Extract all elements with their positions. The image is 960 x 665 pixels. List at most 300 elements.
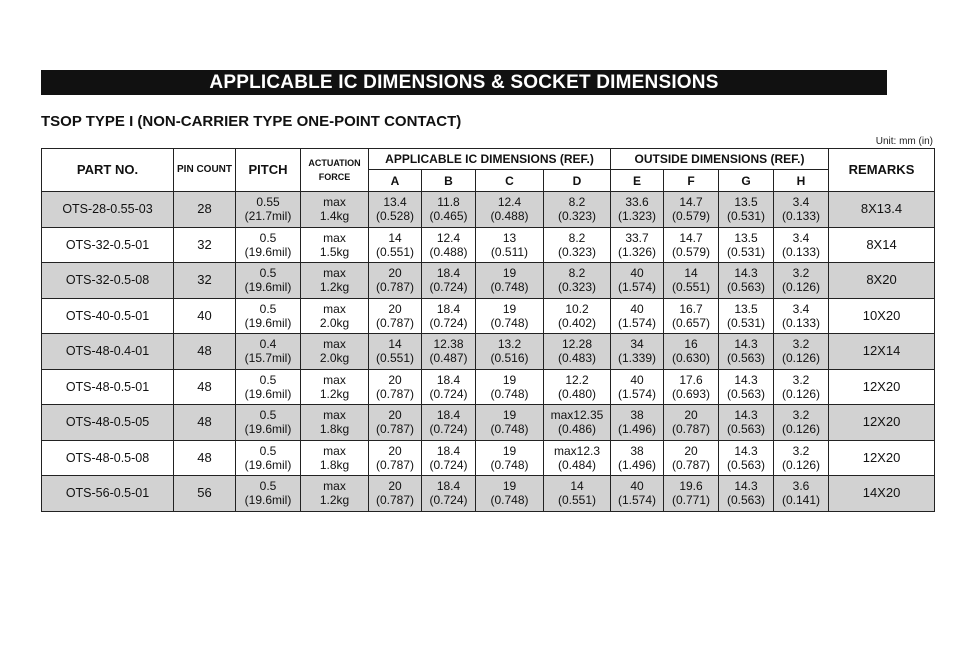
cell-f-sub: (0.551) <box>671 280 711 295</box>
header-part-no: PART NO. <box>42 149 174 192</box>
cell-b-value: 18.4 <box>436 479 461 494</box>
cell-g <box>719 369 774 405</box>
cell-e-sub: (1.574) <box>617 493 657 508</box>
cell-h-value: 3.6 <box>792 479 810 494</box>
cell-c-sub: (0.748) <box>490 280 529 295</box>
cell-c <box>476 298 544 334</box>
cell-e-value: 40 <box>630 301 644 316</box>
cell-c-value: 19 <box>502 479 517 494</box>
cell-remarks: 8X14 <box>829 227 935 263</box>
cell-h <box>774 263 829 299</box>
cell-force <box>301 334 369 370</box>
cell-remarks: 12X20 <box>829 405 935 441</box>
cell-pitch-value: 0.5 <box>259 408 277 423</box>
cell-a <box>369 298 422 334</box>
page-title: APPLICABLE IC DIMENSIONS & SOCKET DIMENSIONS <box>41 70 887 95</box>
cell-pin-count: 48 <box>174 369 236 405</box>
cell-part-no: OTS-48-0.4-01 <box>42 334 174 370</box>
cell-part-no: OTS-28-0.55-03 <box>42 192 174 228</box>
cell-f <box>664 369 719 405</box>
cell-d <box>544 440 611 476</box>
cell-c-value: 19 <box>502 372 517 387</box>
cell-g-value: 14.3 <box>734 479 758 494</box>
cell-remarks: 12X14 <box>829 334 935 370</box>
cell-force-value: max <box>323 230 346 245</box>
cell-h-sub: (0.126) <box>781 457 821 472</box>
header-col-f: F <box>664 170 719 192</box>
header-ic-dimensions: APPLICABLE IC DIMENSIONS (REF.) <box>369 149 611 170</box>
cell-part-no: OTS-32-0.5-08 <box>42 263 174 299</box>
cell-e-value: 33.6 <box>625 195 649 210</box>
cell-pin-count: 32 <box>174 227 236 263</box>
cell-f <box>664 263 719 299</box>
cell-e-value: 40 <box>630 479 644 494</box>
header-col-c: C <box>476 170 544 192</box>
cell-c-sub: (0.511) <box>490 244 529 259</box>
cell-c <box>476 369 544 405</box>
cell-e-value: 33.7 <box>625 230 649 245</box>
cell-d-value: 12.28 <box>561 337 593 352</box>
cell-g-sub: (0.563) <box>726 280 766 295</box>
cell-c-value: 19 <box>502 266 517 281</box>
cell-h-sub: (0.126) <box>781 351 821 366</box>
cell-pitch-sub: (19.6mil) <box>244 386 292 401</box>
cell-f-sub: (0.693) <box>671 386 711 401</box>
cell-force-sub: 1.2kg <box>319 280 350 295</box>
cell-force <box>301 298 369 334</box>
cell-force <box>301 440 369 476</box>
cell-force-sub: 1.8kg <box>319 422 350 437</box>
cell-g <box>719 192 774 228</box>
cell-e-sub: (1.574) <box>617 386 657 401</box>
cell-d-sub: (0.551) <box>557 493 597 508</box>
dimensions-table <box>41 148 935 512</box>
cell-part-no: OTS-48-0.5-08 <box>42 440 174 476</box>
cell-force <box>301 405 369 441</box>
cell-force-value: max <box>323 301 346 316</box>
cell-f-sub: (0.787) <box>671 422 711 437</box>
cell-remarks: 14X20 <box>829 476 935 512</box>
cell-d-value: 12.2 <box>565 372 589 387</box>
cell-h-value: 3.4 <box>792 195 810 210</box>
cell-a-sub: (0.787) <box>375 457 415 472</box>
cell-b-sub: (0.724) <box>429 457 468 472</box>
cell-f <box>664 298 719 334</box>
cell-h-sub: (0.133) <box>781 244 821 259</box>
cell-a-value: 14 <box>388 337 402 352</box>
header-actuation-force-line2: FORCE <box>318 172 351 182</box>
cell-force <box>301 192 369 228</box>
cell-pitch <box>236 298 301 334</box>
cell-d-value: max12.3 <box>553 443 601 458</box>
cell-a-sub: (0.551) <box>375 244 415 259</box>
cell-c-value: 19 <box>502 408 517 423</box>
cell-pitch <box>236 227 301 263</box>
cell-g-sub: (0.563) <box>726 493 766 508</box>
table-row <box>42 334 935 370</box>
cell-d <box>544 298 611 334</box>
cell-g <box>719 263 774 299</box>
cell-f-sub: (0.657) <box>671 315 711 330</box>
cell-c <box>476 263 544 299</box>
cell-a-value: 20 <box>388 443 402 458</box>
cell-pitch <box>236 440 301 476</box>
cell-force-value: max <box>323 479 346 494</box>
cell-h-value: 3.2 <box>792 266 810 281</box>
cell-b <box>422 334 476 370</box>
cell-force-value: max <box>323 372 346 387</box>
cell-pitch-value: 0.5 <box>259 266 277 281</box>
cell-a <box>369 227 422 263</box>
cell-f-value: 17.6 <box>679 372 703 387</box>
cell-h <box>774 298 829 334</box>
cell-b-sub: (0.465) <box>429 209 468 224</box>
cell-c-sub: (0.516) <box>490 351 529 366</box>
cell-force-sub: 2.0kg <box>319 351 350 366</box>
cell-h-value: 3.2 <box>792 408 810 423</box>
cell-pitch-value: 0.5 <box>259 301 277 316</box>
cell-a-sub: (0.787) <box>375 315 415 330</box>
cell-d-sub: (0.484) <box>557 457 597 472</box>
cell-d <box>544 227 611 263</box>
cell-d-sub: (0.323) <box>557 280 597 295</box>
table-row <box>42 440 935 476</box>
cell-c-sub: (0.748) <box>490 457 529 472</box>
cell-g <box>719 476 774 512</box>
header-outside-dimensions: OUTSIDE DIMENSIONS (REF.) <box>611 149 829 170</box>
cell-pitch-value: 0.55 <box>256 195 280 210</box>
cell-c <box>476 192 544 228</box>
cell-d <box>544 476 611 512</box>
table-row <box>42 263 935 299</box>
cell-c <box>476 476 544 512</box>
header-pitch: PITCH <box>236 149 301 192</box>
cell-b <box>422 298 476 334</box>
cell-a-sub: (0.787) <box>375 386 415 401</box>
cell-force-sub: 1.2kg <box>319 493 350 508</box>
unit-note: Unit: mm (in) <box>875 136 933 147</box>
cell-h <box>774 227 829 263</box>
cell-g-value: 13.5 <box>734 301 758 316</box>
cell-g-value: 13.5 <box>734 195 758 210</box>
cell-g <box>719 440 774 476</box>
cell-b-value: 18.4 <box>436 408 461 423</box>
cell-d-value: 10.2 <box>565 301 589 316</box>
cell-pitch-value: 0.5 <box>259 372 277 387</box>
cell-remarks: 12X20 <box>829 369 935 405</box>
cell-g-value: 14.3 <box>734 337 758 352</box>
cell-e-value: 34 <box>630 337 644 352</box>
cell-e-sub: (1.339) <box>617 351 657 366</box>
cell-b-sub: (0.487) <box>429 351 468 366</box>
cell-a-sub: (0.551) <box>375 351 415 366</box>
cell-part-no: OTS-40-0.5-01 <box>42 298 174 334</box>
cell-force <box>301 263 369 299</box>
cell-c-value: 19 <box>502 443 517 458</box>
cell-h-sub: (0.133) <box>781 209 821 224</box>
cell-force <box>301 369 369 405</box>
cell-d-value: 8.2 <box>568 195 586 210</box>
cell-c-sub: (0.748) <box>490 422 529 437</box>
cell-a <box>369 263 422 299</box>
cell-b-value: 18.4 <box>436 443 461 458</box>
cell-pitch-sub: (19.6mil) <box>244 315 292 330</box>
cell-a-value: 20 <box>388 408 402 423</box>
cell-a <box>369 192 422 228</box>
cell-g <box>719 227 774 263</box>
cell-e-value: 40 <box>630 372 644 387</box>
table-row <box>42 405 935 441</box>
cell-g-sub: (0.531) <box>726 315 766 330</box>
cell-h-value: 3.2 <box>792 372 810 387</box>
cell-d-sub: (0.480) <box>557 386 597 401</box>
cell-d <box>544 405 611 441</box>
cell-c-sub: (0.748) <box>490 386 529 401</box>
cell-h <box>774 369 829 405</box>
cell-e <box>611 263 664 299</box>
cell-pin-count: 48 <box>174 440 236 476</box>
cell-a <box>369 369 422 405</box>
cell-pitch-value: 0.4 <box>259 337 277 352</box>
cell-pitch-sub: (19.6mil) <box>244 244 292 259</box>
cell-pin-count: 40 <box>174 298 236 334</box>
cell-d-sub: (0.323) <box>557 209 597 224</box>
table-row <box>42 476 935 512</box>
cell-force-sub: 1.5kg <box>319 244 350 259</box>
cell-f <box>664 334 719 370</box>
cell-a <box>369 476 422 512</box>
table-row <box>42 192 935 228</box>
cell-b-value: 12.38 <box>433 337 464 352</box>
cell-force-sub: 1.8kg <box>319 457 350 472</box>
cell-e-sub: (1.326) <box>617 244 657 259</box>
cell-part-no: OTS-32-0.5-01 <box>42 227 174 263</box>
cell-pitch <box>236 192 301 228</box>
cell-pitch-value: 0.5 <box>259 443 277 458</box>
cell-e-sub: (1.574) <box>617 280 657 295</box>
cell-pitch-sub: (19.6mil) <box>244 422 292 437</box>
cell-b <box>422 369 476 405</box>
cell-pitch-sub: (21.7mil) <box>244 209 292 224</box>
cell-force-sub: 1.4kg <box>319 209 350 224</box>
cell-f-value: 16.7 <box>679 301 703 316</box>
cell-b-sub: (0.488) <box>429 244 468 259</box>
cell-g-value: 14.3 <box>734 266 758 281</box>
cell-c-sub: (0.488) <box>490 209 529 224</box>
cell-d <box>544 192 611 228</box>
cell-force-value: max <box>323 266 346 281</box>
cell-h <box>774 192 829 228</box>
header-remarks: REMARKS <box>829 149 935 192</box>
cell-h-value: 3.2 <box>792 443 810 458</box>
cell-b-sub: (0.724) <box>429 280 468 295</box>
cell-g-value: 14.3 <box>734 372 758 387</box>
header-col-a: A <box>369 170 422 192</box>
cell-g <box>719 298 774 334</box>
cell-e <box>611 227 664 263</box>
cell-remarks: 10X20 <box>829 298 935 334</box>
cell-pin-count: 28 <box>174 192 236 228</box>
cell-force <box>301 476 369 512</box>
cell-g-sub: (0.531) <box>726 209 766 224</box>
cell-part-no: OTS-48-0.5-01 <box>42 369 174 405</box>
cell-b <box>422 227 476 263</box>
cell-g-value: 14.3 <box>734 443 758 458</box>
cell-force-sub: 2.0kg <box>319 315 350 330</box>
cell-b <box>422 405 476 441</box>
cell-d-value: 8.2 <box>568 230 586 245</box>
cell-e <box>611 440 664 476</box>
cell-e-sub: (1.496) <box>617 457 657 472</box>
cell-c-value: 13.2 <box>497 337 522 352</box>
cell-d-sub: (0.402) <box>557 315 597 330</box>
cell-force-value: max <box>323 337 346 352</box>
cell-d-value: 14 <box>570 479 584 494</box>
header-actuation-force-line1: ACTUATION <box>308 158 361 168</box>
cell-pitch-sub: (15.7mil) <box>244 351 292 366</box>
cell-e <box>611 192 664 228</box>
cell-c <box>476 405 544 441</box>
cell-f <box>664 405 719 441</box>
header-pin-count: PIN COUNT <box>174 149 236 192</box>
cell-g-sub: (0.563) <box>726 422 766 437</box>
table-row <box>42 298 935 334</box>
cell-h <box>774 405 829 441</box>
cell-c <box>476 334 544 370</box>
cell-f-value: 20 <box>684 443 698 458</box>
cell-e-sub: (1.496) <box>617 422 657 437</box>
cell-a <box>369 334 422 370</box>
cell-h-value: 3.4 <box>792 301 810 316</box>
header-actuation-force <box>301 149 369 192</box>
cell-b-value: 18.4 <box>436 266 461 281</box>
cell-f-value: 14.7 <box>679 230 703 245</box>
cell-e <box>611 298 664 334</box>
header-col-b: B <box>422 170 476 192</box>
cell-c-sub: (0.748) <box>490 493 529 508</box>
cell-f-value: 19.6 <box>679 479 703 494</box>
cell-e-sub: (1.323) <box>617 209 657 224</box>
cell-b-sub: (0.724) <box>429 422 468 437</box>
cell-a <box>369 440 422 476</box>
cell-h-sub: (0.141) <box>781 493 821 508</box>
cell-remarks: 8X20 <box>829 263 935 299</box>
cell-e-sub: (1.574) <box>617 315 657 330</box>
cell-d-sub: (0.486) <box>557 422 597 437</box>
table-row <box>42 227 935 263</box>
cell-force <box>301 227 369 263</box>
cell-f-value: 14 <box>684 266 698 281</box>
cell-d-value: 8.2 <box>568 266 586 281</box>
cell-a-sub: (0.787) <box>375 493 415 508</box>
cell-c <box>476 227 544 263</box>
cell-h <box>774 334 829 370</box>
cell-pin-count: 48 <box>174 334 236 370</box>
cell-h <box>774 440 829 476</box>
cell-pitch-sub: (19.6mil) <box>244 457 292 472</box>
cell-d <box>544 263 611 299</box>
cell-g-sub: (0.563) <box>726 386 766 401</box>
cell-c-sub: (0.748) <box>490 315 529 330</box>
cell-c-value: 19 <box>502 301 517 316</box>
cell-force-sub: 1.2kg <box>319 386 350 401</box>
cell-b-value: 18.4 <box>436 372 461 387</box>
cell-f-sub: (0.579) <box>671 209 711 224</box>
header-col-h: H <box>774 170 829 192</box>
cell-f-sub: (0.787) <box>671 457 711 472</box>
cell-g <box>719 334 774 370</box>
cell-a-value: 20 <box>388 266 402 281</box>
table-row <box>42 369 935 405</box>
cell-f <box>664 227 719 263</box>
cell-a <box>369 405 422 441</box>
cell-h-sub: (0.133) <box>781 315 821 330</box>
cell-f-sub: (0.630) <box>671 351 711 366</box>
cell-pitch <box>236 263 301 299</box>
cell-g-value: 14.3 <box>734 408 758 423</box>
header-col-g: G <box>719 170 774 192</box>
cell-d <box>544 334 611 370</box>
cell-b <box>422 263 476 299</box>
cell-e-value: 38 <box>630 408 644 423</box>
cell-g-value: 13.5 <box>734 230 758 245</box>
cell-h <box>774 476 829 512</box>
cell-d <box>544 369 611 405</box>
cell-b <box>422 192 476 228</box>
cell-b-sub: (0.724) <box>429 386 468 401</box>
cell-b <box>422 440 476 476</box>
cell-a-value: 13.4 <box>383 195 407 210</box>
cell-f <box>664 476 719 512</box>
cell-f-sub: (0.771) <box>671 493 711 508</box>
cell-f-value: 20 <box>684 408 698 423</box>
cell-b-value: 12.4 <box>436 230 461 245</box>
cell-force-value: max <box>323 443 346 458</box>
cell-pitch <box>236 369 301 405</box>
cell-c-value: 13 <box>502 230 517 245</box>
cell-g-sub: (0.531) <box>726 244 766 259</box>
cell-c <box>476 440 544 476</box>
cell-a-value: 20 <box>388 479 402 494</box>
cell-b-value: 11.8 <box>437 195 460 210</box>
cell-e-value: 40 <box>630 266 644 281</box>
cell-pitch <box>236 405 301 441</box>
cell-pin-count: 32 <box>174 263 236 299</box>
cell-pitch-value: 0.5 <box>259 479 277 494</box>
cell-h-value: 3.2 <box>792 337 810 352</box>
cell-a-value: 20 <box>388 301 402 316</box>
cell-b <box>422 476 476 512</box>
cell-f-value: 14.7 <box>679 195 703 210</box>
header-col-d: D <box>544 170 611 192</box>
cell-remarks: 8X13.4 <box>829 192 935 228</box>
cell-pitch <box>236 476 301 512</box>
cell-force-value: max <box>323 195 346 210</box>
cell-pitch-value: 0.5 <box>259 230 277 245</box>
cell-h-sub: (0.126) <box>781 280 821 295</box>
cell-part-no: OTS-56-0.5-01 <box>42 476 174 512</box>
cell-a-sub: (0.787) <box>375 280 415 295</box>
cell-f <box>664 440 719 476</box>
cell-f-value: 16 <box>684 337 698 352</box>
cell-g <box>719 405 774 441</box>
cell-force-value: max <box>323 408 346 423</box>
cell-g-sub: (0.563) <box>726 457 766 472</box>
section-subtitle: TSOP TYPE I (NON-CARRIER TYPE ONE-POINT CONTACT) <box>41 113 462 130</box>
cell-pitch-sub: (19.6mil) <box>244 493 292 508</box>
cell-b-sub: (0.724) <box>429 493 468 508</box>
cell-e <box>611 369 664 405</box>
